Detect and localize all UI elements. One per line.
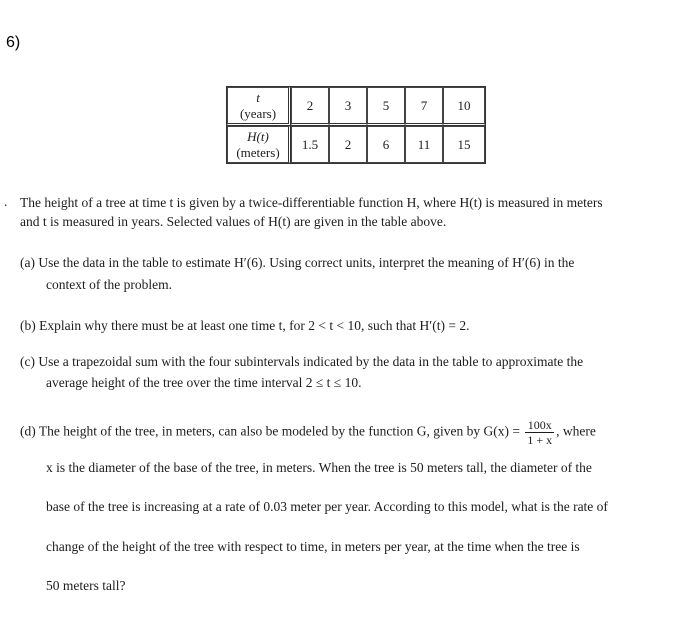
table-row-h [227, 126, 485, 163]
part-c-line-1: (c) Use a trapezoidal sum with the four subintervals indicated by the data in the table to approximate the [20, 354, 584, 369]
part-d-suffix: , where [556, 423, 596, 439]
fraction-numerator: 100x [525, 418, 554, 433]
part-c-line-2: average height of the tree over the time interval 2 ≤ t ≤ 10. [46, 375, 362, 390]
part-d-line-3: base of the tree is increasing at a rate of 0.03 meter per year. According to this model, what is the rate of [46, 499, 608, 514]
part-b-line-1: (b) Explain why there must be at least one time t, for 2 < t < 10, such that H′(t) = 2. [20, 318, 470, 333]
header-h-symbol: H(t) [247, 128, 269, 144]
table-header-t [227, 87, 291, 126]
bullet-dot: . [4, 194, 8, 209]
part-d-line-2: x is the diameter of the base of the tree, in meters. When the tree is 50 meters tall, the diameter of the [46, 460, 592, 475]
part-a-line-2: context of the problem. [46, 277, 172, 292]
data-table [226, 86, 486, 164]
table-header-h [227, 126, 291, 163]
part-d-line-4: change of the height of the tree with respect to time, in meters per year, at the time when the tree is [46, 539, 580, 554]
table-row-t [227, 87, 485, 126]
intro-line-2: and t is measured in years. Selected values of H(t) are given in the table above. [20, 214, 447, 229]
fraction [525, 418, 554, 447]
table-cell-t: 5 [367, 87, 405, 126]
table-cell-t: 2 [291, 87, 329, 126]
part-a-line-1: (a) Use the data in the table to estimate H′(6). Using correct units, interpret the meaning of H′(6) in the [20, 255, 575, 270]
table-cell-h: 11 [405, 126, 443, 163]
table-cell-h: 2 [329, 126, 367, 163]
part-d-prefix: (d) The height of the tree, in meters, can also be modeled by the function G, given by G(x) = [20, 423, 520, 439]
intro-line-1: The height of a tree at time t is given by a twice-differentiable function H, where H(t) is measured in meters [20, 195, 603, 210]
fraction-denominator: 1 + x [527, 433, 553, 447]
header-h-unit: (meters) [236, 144, 280, 160]
table-cell-t: 7 [405, 87, 443, 126]
question-number: 6) [6, 34, 21, 51]
table-cell-h: 15 [443, 126, 485, 163]
header-t-symbol: t [256, 89, 260, 105]
table-cell-h: 1.5 [291, 126, 329, 163]
part-d-line-1 [20, 418, 596, 447]
table-cell-t: 3 [329, 87, 367, 126]
header-t-unit: (years) [239, 105, 277, 121]
table-cell-t: 10 [443, 87, 485, 126]
table-cell-h: 6 [367, 126, 405, 163]
part-d-line-5: 50 meters tall? [46, 578, 126, 593]
